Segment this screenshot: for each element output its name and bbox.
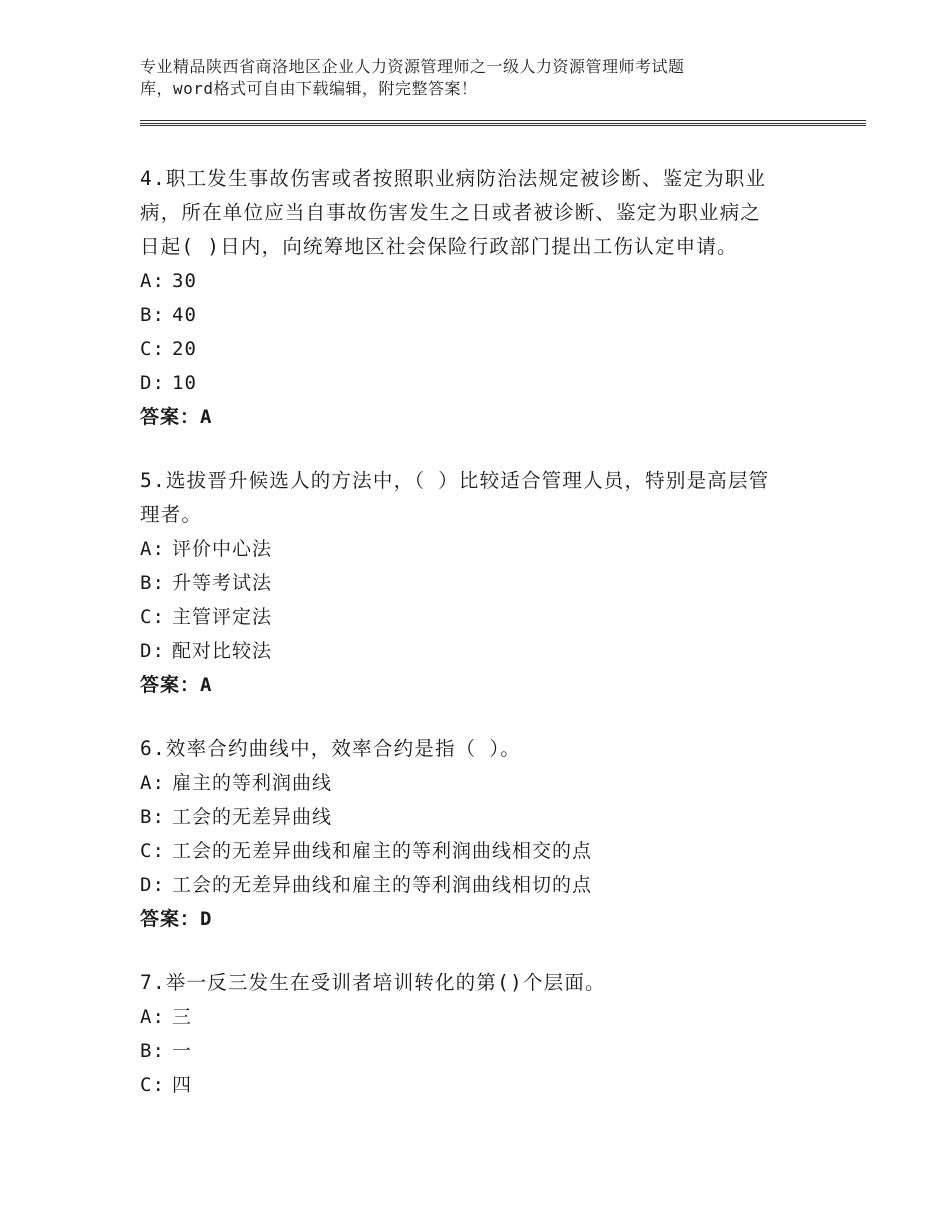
option-text: 升等考试法 [172, 572, 273, 594]
option-a [140, 766, 820, 800]
question-text: 5.选拔晋升候选人的方法中，（ ）比较适合管理人员，特别是高层管 [140, 469, 770, 492]
option-text: 三 [172, 1006, 193, 1028]
question-6 [140, 732, 820, 936]
option-text: 40 [172, 304, 197, 326]
option-a [140, 1000, 820, 1034]
document-header [140, 56, 820, 100]
option-key: B: [140, 304, 165, 326]
option-b [140, 298, 820, 332]
question-text: 日起( )日内，向统筹地区社会保险行政部门提出工伤认定申请。 [140, 235, 738, 258]
header-divider [140, 123, 866, 124]
question-5 [140, 464, 820, 702]
option-text: 主管评定法 [172, 606, 273, 628]
option-key: A: [140, 538, 165, 560]
question-text: 理者。 [140, 503, 203, 526]
option-text: 30 [172, 270, 197, 292]
option-key: D: [140, 372, 165, 394]
answer-label: 答案：A [140, 674, 213, 696]
question-text: 病，所在单位应当自事故伤害发生之日或者被诊断、鉴定为职业病之 [140, 201, 762, 224]
option-key: A: [140, 270, 165, 292]
answer-label: 答案：D [140, 908, 213, 930]
question-text: 7.举一反三发生在受训者培训转化的第()个层面。 [140, 971, 606, 994]
option-key: B: [140, 572, 165, 594]
option-text: 雇主的等利润曲线 [172, 772, 333, 794]
option-key: D: [140, 874, 165, 896]
header-line-1: 专业精品陕西省商洛地区企业人力资源管理师之一级人力资源管理师考试题 [140, 57, 685, 76]
header-line-2: 库，word格式可自由下载编辑，附完整答案！ [140, 79, 478, 98]
option-c [140, 332, 820, 366]
option-key: C: [140, 338, 165, 360]
option-text: 工会的无差异曲线 [172, 806, 333, 828]
question-7 [140, 966, 820, 1102]
option-d [140, 868, 820, 902]
option-text: 10 [172, 372, 197, 394]
option-key: C: [140, 1074, 165, 1096]
question-4 [140, 162, 820, 434]
option-text: 四 [172, 1074, 193, 1096]
option-key: B: [140, 806, 165, 828]
question-list [140, 162, 820, 1132]
option-text: 评价中心法 [172, 538, 273, 560]
option-b [140, 1034, 820, 1068]
question-text: 4.职工发生事故伤害或者按照职业病防治法规定被诊断、鉴定为职业 [140, 167, 767, 190]
option-c [140, 834, 820, 868]
option-key: D: [140, 640, 165, 662]
option-key: C: [140, 606, 165, 628]
header-divider [140, 120, 866, 121]
option-key: B: [140, 1040, 165, 1062]
option-d [140, 366, 820, 400]
option-text: 一 [172, 1040, 193, 1062]
option-b [140, 566, 820, 600]
header-divider [140, 125, 866, 126]
option-text: 配对比较法 [172, 640, 273, 662]
option-key: A: [140, 772, 165, 794]
option-text: 工会的无差异曲线和雇主的等利润曲线相交的点 [172, 840, 593, 862]
answer-label: 答案：A [140, 406, 213, 428]
option-d [140, 634, 820, 668]
option-text: 20 [172, 338, 197, 360]
option-c [140, 1068, 820, 1102]
option-a [140, 264, 820, 298]
option-key: C: [140, 840, 165, 862]
option-c [140, 600, 820, 634]
question-text: 6.效率合约曲线中，效率合约是指（ ）。 [140, 737, 521, 760]
option-key: A: [140, 1006, 165, 1028]
option-a [140, 532, 820, 566]
option-text: 工会的无差异曲线和雇主的等利润曲线相切的点 [172, 874, 593, 896]
option-b [140, 800, 820, 834]
